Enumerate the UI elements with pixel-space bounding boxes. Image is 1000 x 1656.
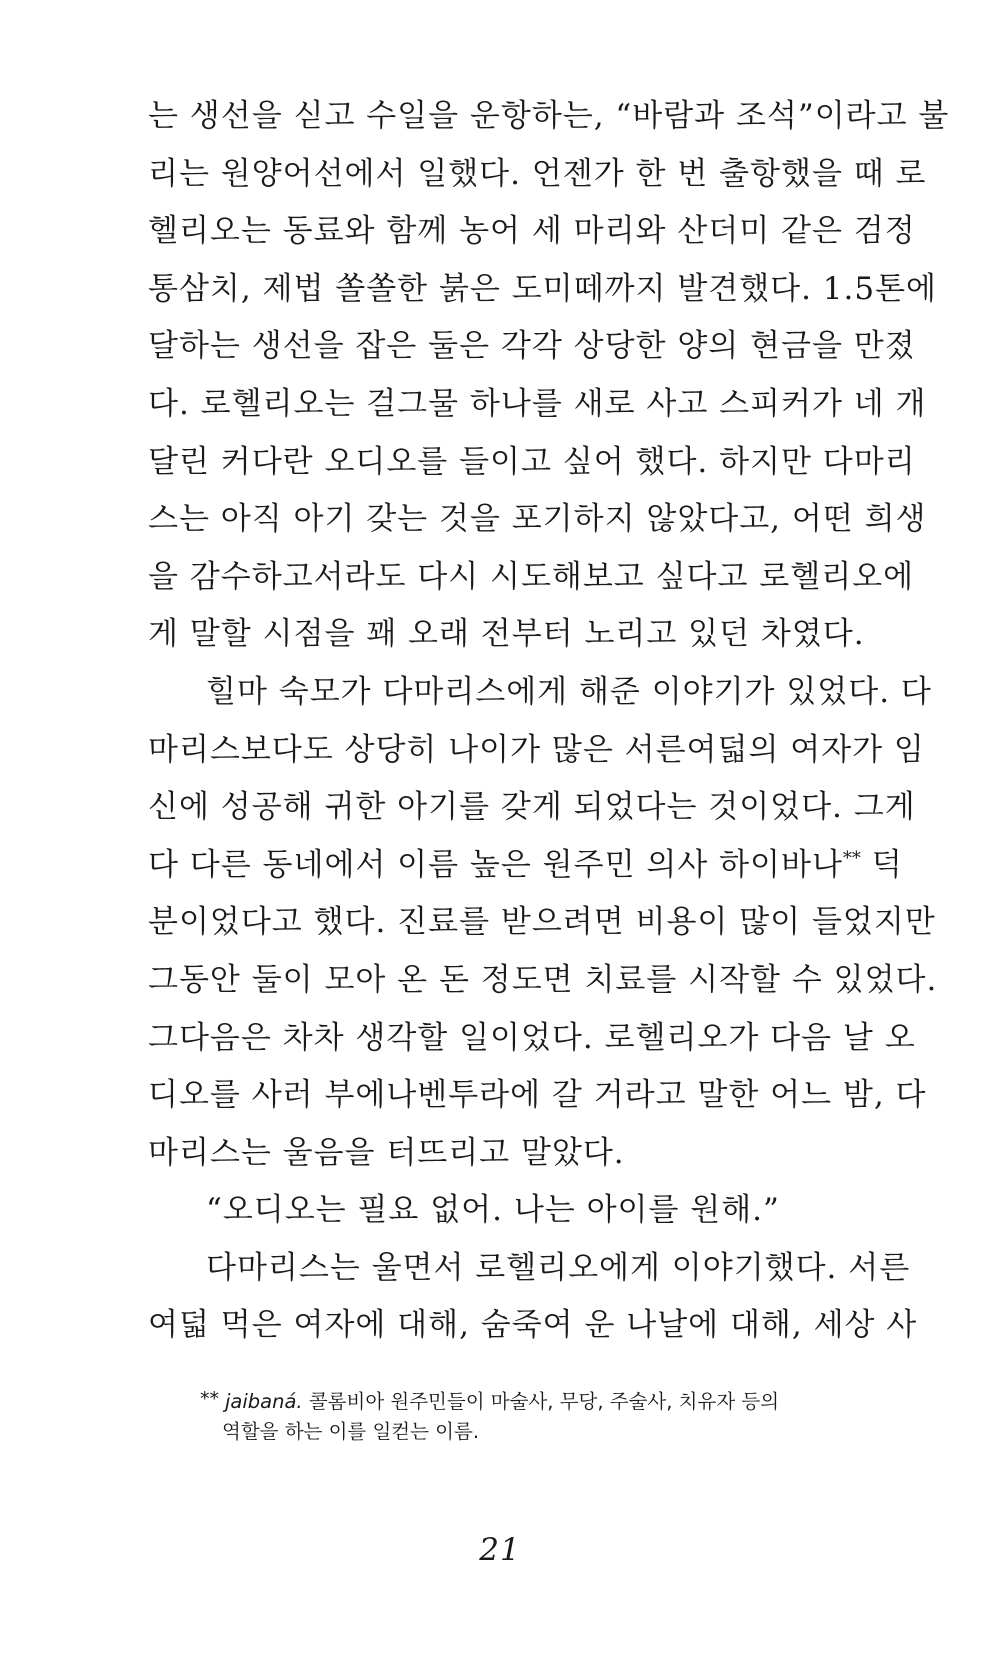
text-line: 그다음은 차차 생각할 일이었다. 로헬리오가 다음 날 오	[148, 1019, 916, 1056]
text-line: 그동안 둘이 모아 온 돈 정도면 치료를 시작할 수 있었다.	[148, 961, 938, 998]
text-line: 분이었다고 했다. 진료를 받으려면 비용이 많이 들었지만	[148, 904, 936, 941]
text-line: 스는 아직 아기 갖는 것을 포기하지 않았다고, 어떤 희생	[148, 501, 927, 538]
text-line: 여덟 먹은 여자에 대해, 숨죽여 운 나날에 대해, 세상 사	[148, 1307, 918, 1344]
text-line: 달하는 생선을 잡은 둘은 각각 상당한 양의 현금을 만졌	[148, 328, 916, 365]
footnote-marker: **	[200, 1388, 219, 1410]
footnote-reference: **	[842, 847, 861, 869]
text-line-segment: 덕	[871, 846, 903, 883]
text-line: 힐마 숙모가 다마리스에게 해준 이야기가 있었다. 다	[206, 673, 932, 710]
body-text	[148, 88, 950, 1355]
text-line: 디오를 사러 부에나벤투라에 갈 거라고 말한 어느 밤, 다	[148, 1077, 927, 1114]
footnote	[200, 1387, 860, 1447]
text-line: 다마리스는 울면서 로헬리오에게 이야기했다. 서른	[206, 1249, 911, 1286]
text-line: 리는 원양어선에서 일했다. 언젠가 한 번 출항했을 때 로	[148, 155, 927, 192]
text-line: 헬리오는 동료와 함께 농어 세 마리와 산더미 같은 검정	[148, 213, 916, 250]
text-line-with-footnote	[148, 837, 903, 895]
text-line: 다. 로헬리오는 걸그물 하나를 새로 사고 스피커가 네 개	[148, 385, 927, 422]
text-line: 게 말할 시점을 꽤 오래 전부터 노리고 있던 차였다.	[148, 616, 865, 653]
footnote-term: jaibaná.	[225, 1390, 303, 1413]
text-line: “오디오는 필요 없어. 나는 아이를 원해.”	[206, 1192, 780, 1229]
text-line: 달린 커다란 오디오를 들이고 싶어 했다. 하지만 다마리	[148, 443, 916, 480]
text-line: 통삼치, 제법 쏠쏠한 붉은 도미떼까지 발견했다. 1.5톤에	[148, 270, 937, 307]
text-line: 을 감수하고서라도 다시 시도해보고 싶다고 로헬리오에	[148, 558, 915, 595]
footnote-line: 역할을 하는 이를 일컫는 이름.	[222, 1420, 480, 1443]
text-line: 는 생선을 싣고 수일을 운항하는, “바람과 조석”이라고 불	[148, 98, 950, 134]
page-number: 21	[479, 1532, 521, 1568]
footnote-text: 콜롬비아 원주민들이 마술사, 무당, 주술사, 치유자 등의	[308, 1390, 780, 1413]
text-line-segment: 다 다른 동네에서 이름 높은 원주민 의사 하이바나	[148, 846, 843, 883]
text-line: 마리스보다도 상당히 나이가 많은 서른여덟의 여자가 임	[148, 731, 925, 768]
text-line: 신에 성공해 귀한 아기를 갖게 되었다는 것이었다. 그게	[148, 789, 916, 826]
text-line: 마리스는 울음을 터뜨리고 말았다.	[148, 1134, 625, 1171]
footnote-line	[200, 1387, 860, 1417]
